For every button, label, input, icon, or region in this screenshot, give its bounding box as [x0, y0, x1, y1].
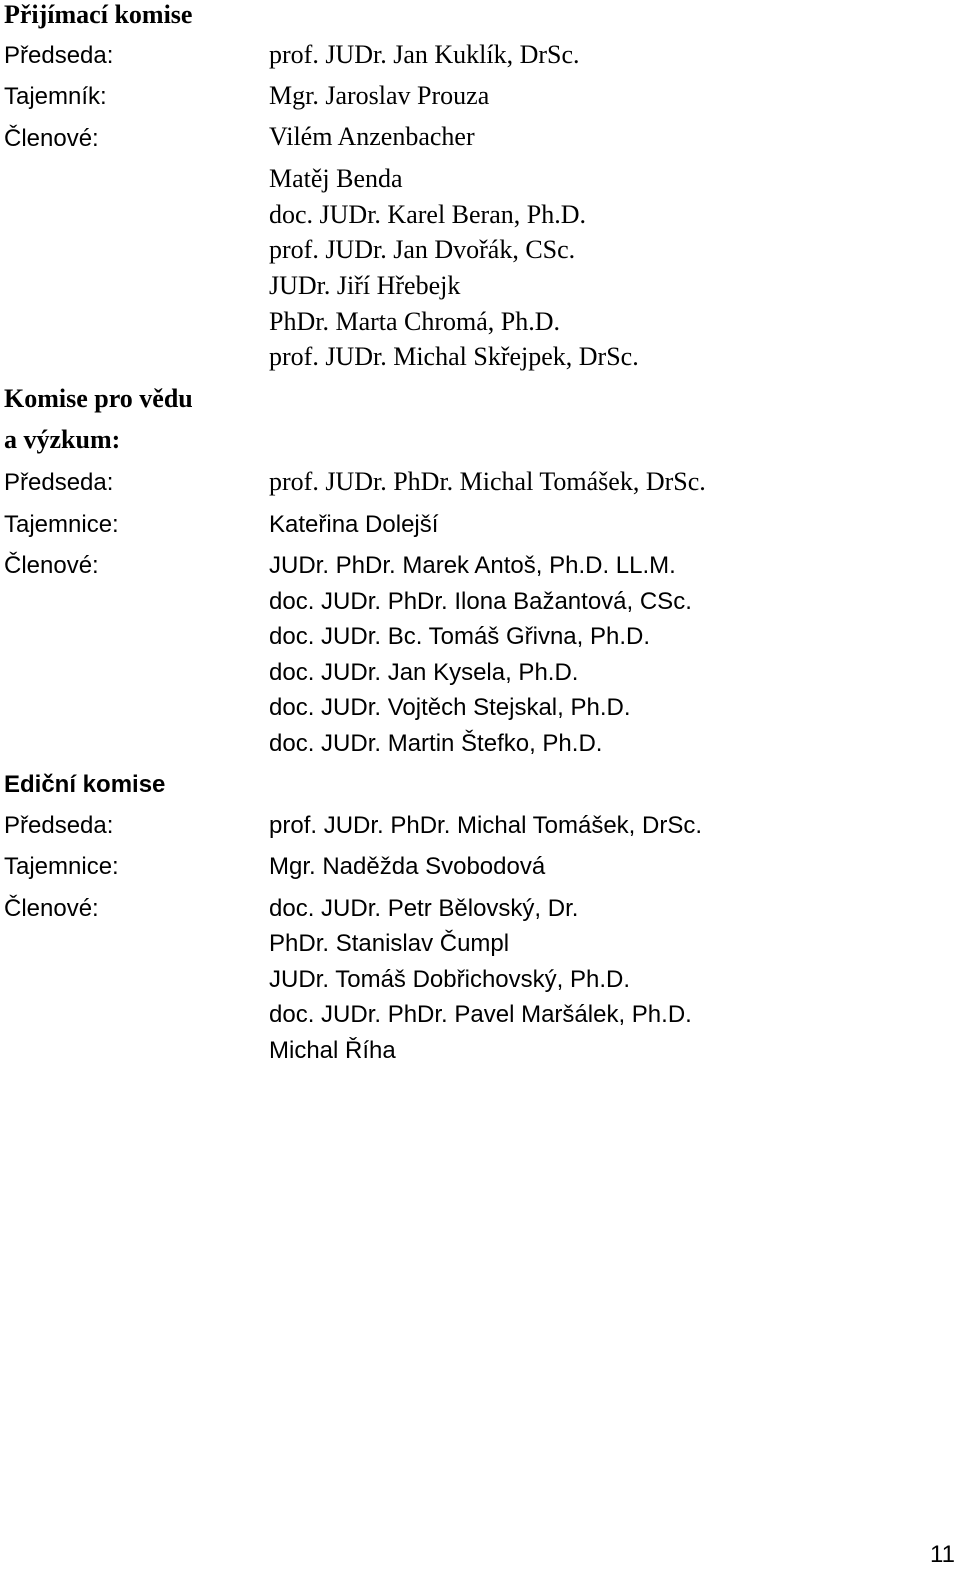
editorial-title: Ediční komise	[4, 771, 166, 798]
research-member: doc. JUDr. Vojtěch Stejskal, Ph.D.	[269, 694, 631, 721]
research-member: doc. JUDr. Jan Kysela, Ph.D.	[269, 659, 579, 686]
admissions-member: Matěj Benda	[269, 164, 403, 193]
editorial-secretary: Mgr. Naděžda Svobodová	[269, 853, 546, 880]
editorial-member: JUDr. Tomáš Dobřichovský, Ph.D.	[269, 966, 630, 993]
editorial-member: doc. JUDr. PhDr. Pavel Maršálek, Ph.D.	[269, 1001, 692, 1028]
admissions-member: Vilém Anzenbacher	[269, 122, 475, 151]
editorial-member: Michal Říha	[269, 1037, 396, 1064]
admissions-member: prof. JUDr. Jan Dvořák, CSc.	[269, 235, 576, 264]
admissions-member: prof. JUDr. Michal Skřejpek, DrSc.	[269, 342, 639, 371]
admissions-chair-label: Předseda:	[4, 42, 114, 69]
research-members-label: Členové:	[4, 552, 99, 579]
admissions-secretary-label: Tajemník:	[4, 83, 107, 110]
editorial-secretary-label: Tajemnice:	[4, 853, 119, 880]
admissions-members-label: Členové:	[4, 125, 99, 152]
admissions-member: doc. JUDr. Karel Beran, Ph.D.	[269, 200, 586, 229]
admissions-member: JUDr. Jiří Hřebejk	[269, 271, 461, 300]
research-secretary-label: Tajemnice:	[4, 511, 119, 538]
editorial-chair: prof. JUDr. PhDr. Michal Tomášek, DrSc.	[269, 812, 703, 839]
admissions-member: PhDr. Marta Chromá, Ph.D.	[269, 307, 561, 336]
research-member: doc. JUDr. Bc. Tomáš Gřivna, Ph.D.	[269, 623, 651, 650]
admissions-chair: prof. JUDr. Jan Kuklík, DrSc.	[269, 40, 580, 69]
page-number: 11	[930, 1541, 955, 1568]
research-chair: prof. JUDr. PhDr. Michal Tomášek, DrSc.	[269, 467, 706, 496]
research-title-line2: a výzkum:	[4, 425, 121, 454]
research-chair-label: Předseda:	[4, 469, 114, 496]
editorial-member: PhDr. Stanislav Čumpl	[269, 930, 510, 957]
research-secretary: Kateřina Dolejší	[269, 511, 439, 538]
research-title: Komise pro vědu	[4, 384, 193, 413]
editorial-member: doc. JUDr. Petr Bělovský, Dr.	[269, 895, 579, 922]
editorial-chair-label: Předseda:	[4, 812, 114, 839]
admissions-secretary: Mgr. Jaroslav Prouza	[269, 81, 490, 110]
admissions-title: Přijímací komise	[4, 0, 193, 29]
research-member: JUDr. PhDr. Marek Antoš, Ph.D. LL.M.	[269, 552, 676, 579]
research-member: doc. JUDr. PhDr. Ilona Bažantová, CSc.	[269, 588, 692, 615]
research-member: doc. JUDr. Martin Štefko, Ph.D.	[269, 730, 603, 757]
editorial-members-label: Členové:	[4, 895, 99, 922]
